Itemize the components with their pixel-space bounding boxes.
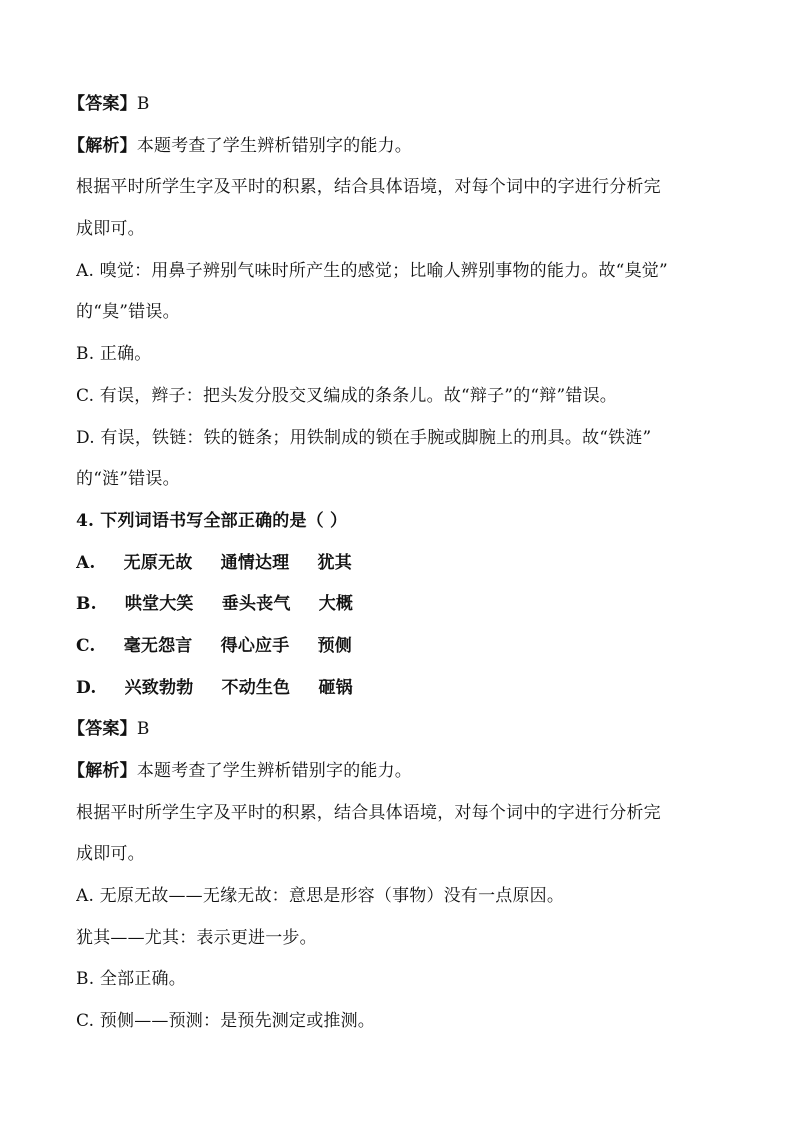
option-word: 毫无怨言 xyxy=(123,635,193,656)
analysis-label: 【解析】 xyxy=(68,761,137,781)
analysis-text: 本题考查了学生辨析错别字的能力。 xyxy=(136,761,413,781)
option-word: 大概 xyxy=(318,594,354,615)
option-word: 不动生色 xyxy=(221,677,291,698)
option-word: 无原无故 xyxy=(123,552,193,573)
option-letter: A. xyxy=(76,552,96,573)
analysis-option-a-line-2: 的“臭”错误。 xyxy=(76,302,180,323)
question-option-c xyxy=(76,626,734,668)
question-stem: 4. 下列词语书写全部正确的是（ ） xyxy=(76,510,348,531)
analysis-option-a-line-2: 犹其——尤其：表示更进一步。 xyxy=(76,927,317,948)
question-option-b xyxy=(76,584,734,626)
answer-value: B xyxy=(136,719,150,740)
analysis-option-d-line-2: 的“涟”错误。 xyxy=(76,469,180,490)
analysis-option-b-line: B. 全部正确。 xyxy=(76,969,186,990)
analysis-option-a-line-1: A. 无原无故——无缘无故：意思是形容（事物）没有一点原因。 xyxy=(76,886,565,907)
option-letter: C. xyxy=(76,635,96,656)
answer-label: 【答案】 xyxy=(68,719,137,740)
analysis-option-c-line: C. 有误，辫子：把头发分股交叉编成的条条儿。故“辩子”的“辩”错误。 xyxy=(76,385,617,406)
analysis-option-b-line: B. 正确。 xyxy=(76,344,152,365)
analysis-option-d-line-1: D. 有误，铁链：铁的链条；用铁制成的锁在手腕或脚腕上的刑具。故“铁涟” xyxy=(76,427,652,448)
question-option-a xyxy=(76,543,734,585)
answer-line xyxy=(68,84,734,126)
option-word: 砸锅 xyxy=(318,677,353,698)
answer-label: 【答案】 xyxy=(68,94,137,114)
analysis-option-a-line-1: A. 嗅觉：用鼻子辨别气味时所产生的感觉；比喻人辨别事物的能力。故“臭觉” xyxy=(76,260,668,281)
option-word: 犹其 xyxy=(317,552,352,573)
option-word: 得心应手 xyxy=(220,635,290,656)
option-word: 垂头丧气 xyxy=(221,594,291,615)
answer-line xyxy=(68,709,734,751)
option-word: 预侧 xyxy=(317,635,352,656)
question-option-d xyxy=(76,668,734,710)
analysis-method-line-2: 成即可。 xyxy=(76,844,145,865)
option-letter: B. xyxy=(76,594,97,615)
option-letter: D. xyxy=(76,677,97,698)
analysis-line xyxy=(68,126,734,168)
analysis-text: 本题考查了学生辨析错别字的能力。 xyxy=(136,135,413,156)
option-word: 哄堂大笑 xyxy=(124,594,194,615)
answer-value: B xyxy=(136,94,150,114)
option-word: 兴致勃勃 xyxy=(124,677,194,698)
analysis-method-line-2: 成即可。 xyxy=(76,219,145,240)
analysis-method-line-1: 根据平时所学生字及平时的积累，结合具体语境，对每个词中的字进行分析完 xyxy=(76,177,661,198)
analysis-option-c-line: C. 预侧——预测：是预先测定或推测。 xyxy=(76,1011,376,1032)
analysis-label: 【解析】 xyxy=(68,135,137,156)
analysis-method-line-1: 根据平时所学生字及平时的积累，结合具体语境，对每个词中的字进行分析完 xyxy=(76,802,661,823)
option-word: 通情达理 xyxy=(220,552,290,573)
analysis-line xyxy=(68,751,734,793)
